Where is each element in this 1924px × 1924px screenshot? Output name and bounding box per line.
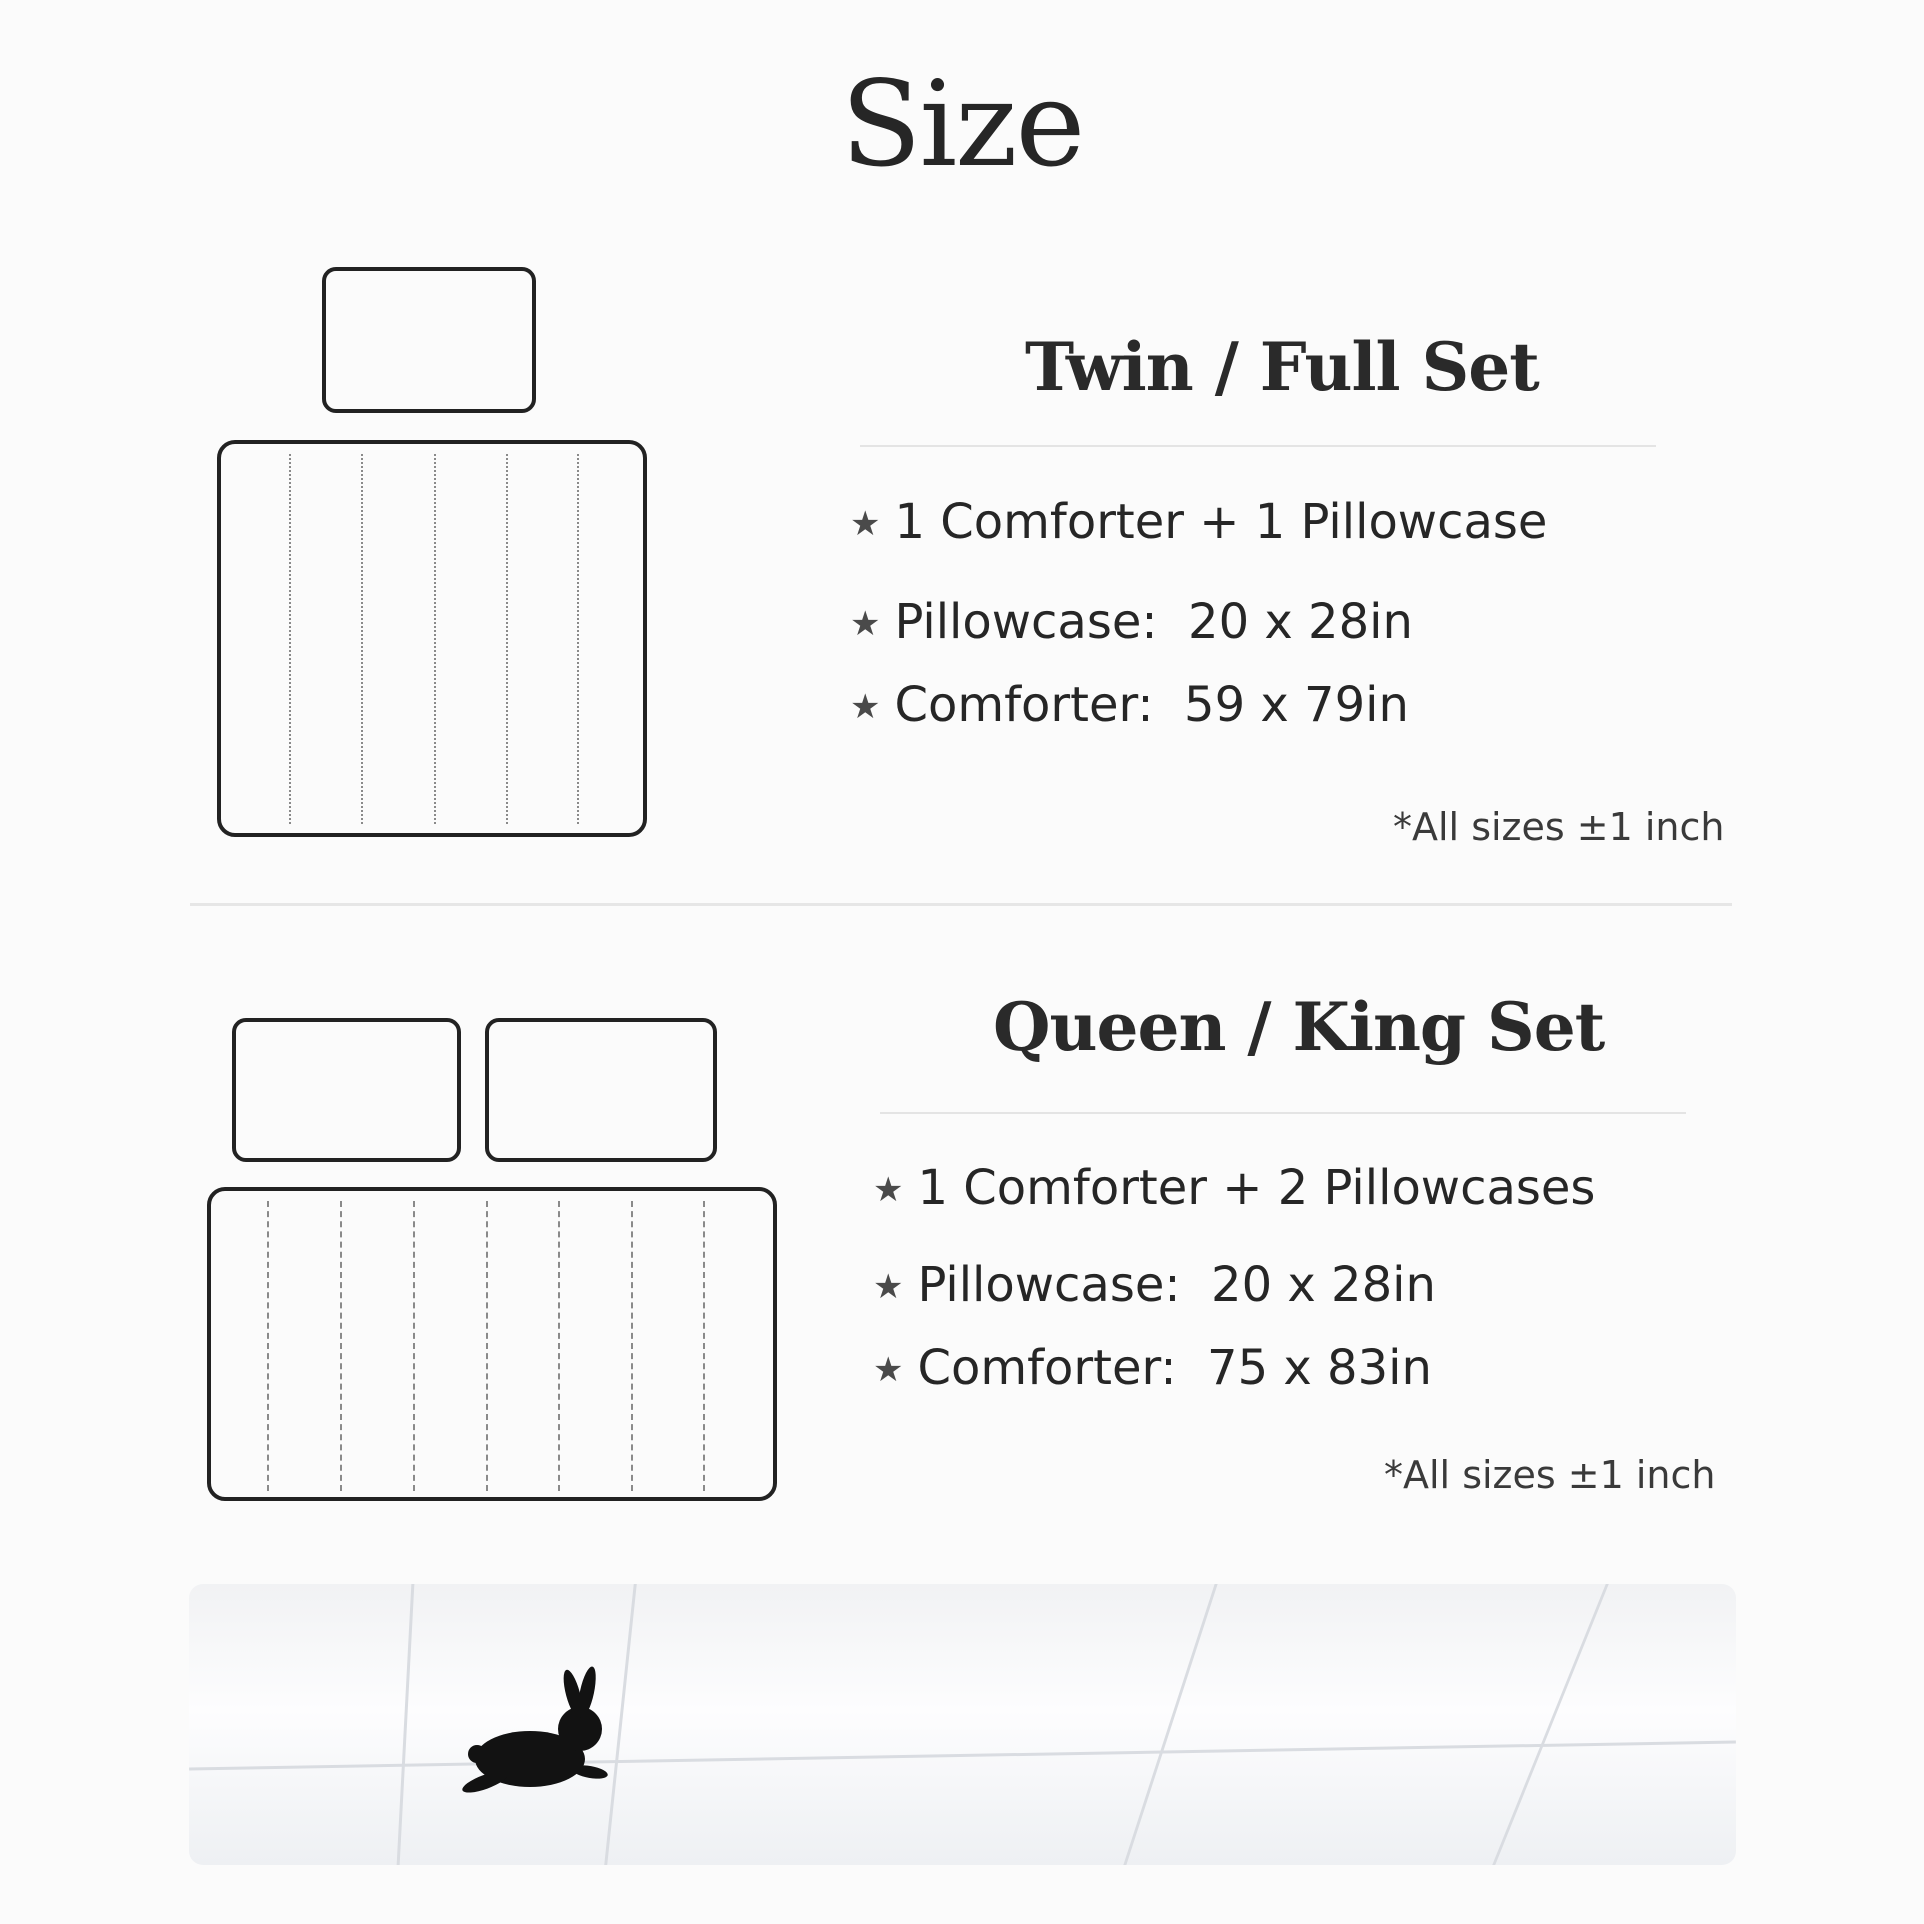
twin-size-note: *All sizes ±1 inch — [1393, 805, 1725, 849]
star-icon: ★ — [850, 604, 881, 644]
quilt-seam — [189, 1741, 1736, 1771]
stitch-line — [289, 454, 291, 824]
star-icon: ★ — [873, 1350, 904, 1390]
stitch-line — [631, 1201, 633, 1491]
stitch-line — [577, 454, 579, 824]
stitch-line — [486, 1201, 488, 1491]
stitch-line — [703, 1201, 705, 1491]
stitch-line — [340, 1201, 342, 1491]
stitch-line — [361, 454, 363, 824]
twin-title-divider — [860, 445, 1656, 447]
section-divider — [190, 903, 1732, 906]
queen-comforter-outline — [207, 1187, 777, 1501]
stitch-line — [413, 1201, 415, 1491]
stitch-line — [506, 454, 508, 824]
queen-item-contents: ★ 1 Comforter + 2 Pillowcases — [873, 1160, 1596, 1216]
stitch-line — [267, 1201, 269, 1491]
twin-full-title: Twin / Full Set — [1025, 328, 1539, 406]
rabbit-logo-icon — [455, 1664, 625, 1804]
star-icon: ★ — [873, 1170, 904, 1210]
queen-item-pillowcase: ★ Pillowcase: 20 x 28in — [873, 1257, 1436, 1313]
queen-size-note: *All sizes ±1 inch — [1384, 1453, 1716, 1497]
twin-item-comforter: ★ Comforter: 59 x 79in — [850, 677, 1409, 733]
quilt-seam — [397, 1584, 415, 1865]
star-icon: ★ — [873, 1267, 904, 1307]
queen-pillow-left-outline — [232, 1018, 461, 1162]
stitch-line — [558, 1201, 560, 1491]
star-icon: ★ — [850, 687, 881, 727]
queen-item-comforter: ★ Comforter: 75 x 83in — [873, 1340, 1432, 1396]
quilt-seam — [1123, 1584, 1217, 1865]
twin-item-pillowcase: ★ Pillowcase: 20 x 28in — [850, 594, 1413, 650]
queen-king-title: Queen / King Set — [993, 988, 1605, 1066]
star-icon: ★ — [850, 504, 881, 544]
quilt-seam — [1492, 1584, 1609, 1865]
stitch-line — [434, 454, 436, 824]
queen-pillow-right-outline — [485, 1018, 717, 1162]
twin-pillow-outline — [322, 267, 536, 413]
twin-comforter-outline — [217, 440, 647, 837]
page-title: Size — [840, 55, 1084, 193]
queen-title-divider — [880, 1112, 1686, 1114]
twin-item-contents: ★ 1 Comforter + 1 Pillowcase — [850, 494, 1548, 550]
comforter-photo — [189, 1584, 1736, 1865]
